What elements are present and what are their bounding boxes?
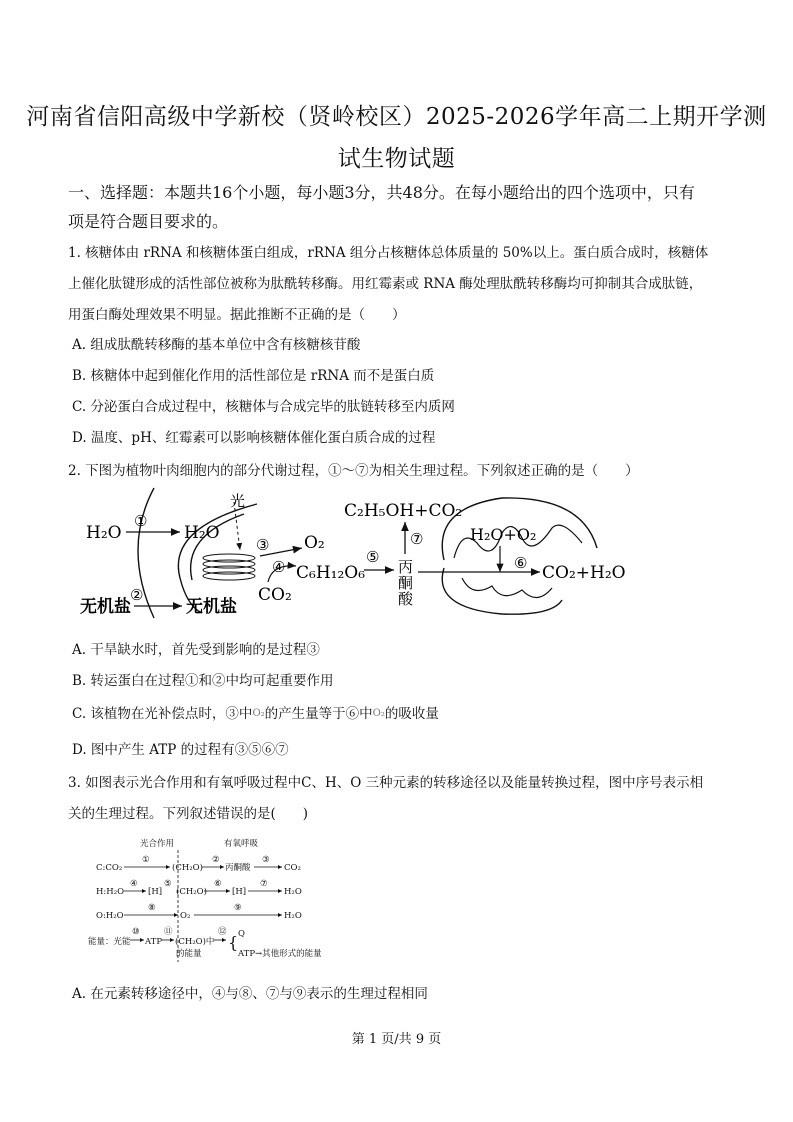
q2-option-a: A. 干旱缺水时，首先受到影响的是过程③ — [72, 642, 320, 658]
q2-option-b: B. 转运蛋白在过程①和②中均可起重要作用 — [72, 673, 334, 689]
q2-fig-salt-right: 无机盐 — [186, 597, 237, 617]
q1-option-b: B. 核糖体中起到催化作用的活性部位是 rRNA 而不是蛋白质 — [72, 368, 435, 384]
q3-fig-row4-atp2: ATP→其他形式的能量 — [238, 949, 322, 959]
q2-fig-light: 光 — [230, 492, 246, 510]
q1-option-a: A. 组成肽酰转移酶的基本单位中含有核糖核苷酸 — [72, 337, 361, 353]
q2-metabolism-figure — [82, 488, 642, 618]
q3-fig-row4-q: Q — [238, 929, 245, 939]
q2-fig-co2-h2o: CO₂+H₂O — [542, 563, 626, 583]
q3-fig-row2-h2o: H₂O — [284, 887, 302, 897]
q3-fig-n10: ⑩ — [132, 927, 140, 937]
q2-fig-pyruvate-1: 丙 — [398, 558, 414, 576]
q1-stem-line2: 上催化肽键形成的活性部位被称为肽酰转移酶。用红霉素或 RNA 酶处理肽酰转移酶均可抑制其合成肽链， — [68, 276, 703, 292]
q3-fig-n6: ⑥ — [214, 879, 222, 889]
q3-stem-line1: 3. 如图表示光合作用和有氧呼吸过程中C、H、O 三种元素的转移途径以及能量转换过程，图中序号表示相 — [68, 775, 704, 791]
q3-fig-head-left: 光合作用 — [140, 839, 175, 849]
q3-fig-n7: ⑦ — [260, 879, 268, 889]
q2-fig-pyruvate-3: 酸 — [398, 590, 414, 608]
q2-option-c — [72, 704, 439, 724]
q3-fig-row1-pyr: 丙酮酸 — [225, 863, 251, 873]
q3-stem-line2: 关的生理过程。下列叙述错误的是( ) — [68, 806, 309, 822]
q2-fig-salt-left: 无机盐 — [80, 597, 131, 617]
q1-option-c: C. 分泌蛋白合成过程中，核糖体与合成完毕的肽链转移至内质网 — [72, 399, 455, 415]
paper-title-line2: 试生物试题 — [337, 146, 456, 172]
question-2-stem: 2. 下图为植物叶肉细胞内的部分代谢过程，①～⑦为相关生理过程。下列叙述正确的是（ ） — [68, 463, 639, 479]
q3-fig-row2-h1: [H] — [148, 887, 163, 897]
q3-fig-row4-ch2o: (CH₂O)中 — [175, 937, 215, 947]
q3-fig-head-right: 有氧呼吸 — [224, 839, 259, 849]
q2-option-c-mid: 的产生量等于⑥中 — [264, 706, 373, 722]
q2-fig-h2o-mid: H₂O — [184, 523, 220, 543]
q3-fig-row2-ch2o: (CH₂O) — [176, 887, 207, 897]
q3-fig-row4-label: 能量：光能 — [88, 937, 131, 947]
section-header — [68, 178, 728, 236]
q3-fig-row3-label: O:H₂O — [96, 911, 124, 921]
question-1-stem — [68, 238, 728, 331]
q2-option-d: D. 图中产生 ATP 的过程有③⑤⑥⑦ — [72, 742, 289, 758]
q3-fig-n1: ① — [142, 855, 150, 865]
q1-stem-line3: 用蛋白酶处理效果不明显。据此推断不正确的是（ ） — [68, 307, 406, 323]
q3-fig-row3-o2: O₂ — [180, 911, 191, 921]
q3-fig-row1-label: C:CO₂ — [96, 863, 123, 873]
q2-option-c-o2a: O₂ — [252, 708, 265, 719]
q2-fig-num5: ⑤ — [366, 548, 380, 566]
q2-fig-num4: ④ — [272, 558, 286, 576]
q2-fig-h2o-o2: H₂O+O₂ — [470, 525, 537, 544]
q2-fig-num2: ② — [130, 586, 144, 604]
q2-fig-o2: O₂ — [304, 533, 325, 553]
q2-fig-co2: CO₂ — [258, 585, 292, 605]
question-3-stem — [68, 768, 728, 830]
q3-fig-n5: ⑤ — [164, 879, 172, 889]
q2-fig-h2o-left: H₂O — [86, 523, 122, 543]
q2-fig-num3: ③ — [256, 536, 270, 554]
q2-fig-glucose: C₆H₁₂O₆ — [296, 563, 366, 583]
q2-option-c-pre: C. 该植物在光补偿点时，③中 — [72, 706, 253, 722]
q3-option-a: A. 在元素转移途径中，④与⑧、⑦与⑨表示的生理过程相同 — [72, 986, 428, 1002]
q3-fig-row4-energy: 的能量 — [176, 949, 202, 959]
q3-fig-row3-h2o: H₂O — [284, 911, 302, 921]
page-footer: 第 1 页/共 9 页 — [351, 1032, 442, 1047]
q2-fig-num6: ⑥ — [514, 554, 528, 572]
q3-fig-row2-label: H:H₂O — [96, 887, 125, 897]
q3-fig-n2: ② — [212, 855, 220, 865]
q1-stem-line1: 1. 核糖体由 rRNA 和核糖体蛋白组成，rRNA 组分占核糖体总体质量的 50%以上。蛋白质合成时，核糖体 — [68, 245, 709, 261]
q3-fig-n3: ③ — [262, 855, 270, 865]
q3-fig-row1-co2: CO₂ — [284, 863, 301, 873]
q2-fig-pyruvate-2: 酮 — [398, 574, 414, 592]
q2-fig-num1: ① — [134, 512, 148, 530]
q3-fig-n9: ⑨ — [234, 903, 242, 913]
q3-fig-n11: ⑪ — [164, 927, 173, 937]
q3-fig-brace: { — [228, 933, 239, 952]
q2-fig-num7: ⑦ — [410, 530, 424, 548]
section-header-line2: 项是符合题目要求的。 — [68, 212, 229, 231]
q3-fig-row4-atp: ATP — [145, 937, 163, 947]
q3-fig-row1-ch2o: (CH₂O) — [172, 863, 203, 873]
paper-title-line1: 河南省信阳高级中学新校（贤岭校区）2025-2026学年高二上期开学测 — [26, 104, 767, 130]
q3-fig-n12: ⑫ — [218, 927, 227, 937]
q3-fig-n4: ④ — [130, 879, 138, 889]
q3-fig-n8: ⑧ — [148, 903, 156, 913]
q3-element-transfer-figure — [88, 834, 364, 974]
q1-option-d: D. 温度、pH、红霉素可以影响核糖体催化蛋白质合成的过程 — [72, 430, 436, 446]
section-header-line1: 一、选择题：本题共16个小题，每小题3分，共48分。在每小题给出的四个选项中，只有 — [68, 183, 695, 202]
q3-fig-row2-h2: [H] — [232, 887, 247, 897]
q2-fig-ethanol: C₂H₅OH+CO₂ — [344, 501, 463, 521]
q2-option-c-post: 的吸收量 — [384, 706, 439, 722]
q2-option-c-o2b: O₂ — [372, 708, 385, 719]
